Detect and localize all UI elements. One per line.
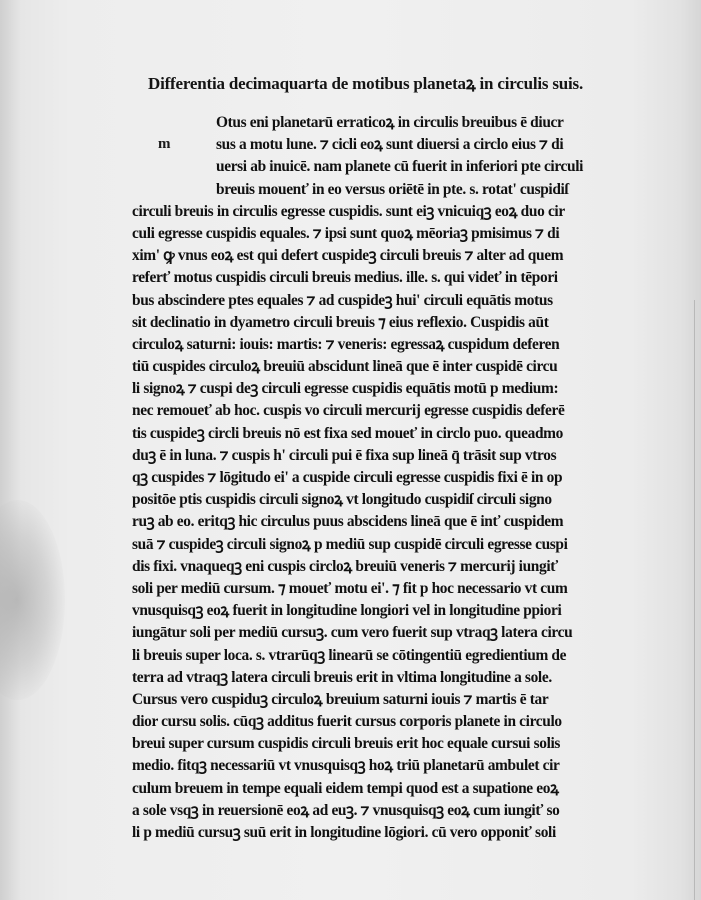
page-stain — [0, 500, 65, 700]
text-line: dior cursu solis. cūqꝫ additus fuerit cursus corporis planete in circulo — [132, 713, 562, 731]
text-line: terra ad vtraqꝫ latera circuli breuis erit in vltima longitudine a sole. — [132, 668, 552, 686]
text-line: medio. fitqꝫ necessariū vt vnusquisqꝫ hoꝝ triū planetarū ambulet cir — [132, 757, 560, 775]
margin-note: m — [158, 136, 171, 152]
text-line: soli per mediū cursum. ⁊ moueť motu ei'. ⁊ fit p hoc necessario vt cum — [132, 579, 568, 597]
text-line: ruꝫ ab eo. eritqꝫ hic circulus puus abscidens lineā que ē inť cuspidem — [132, 513, 564, 531]
page-edge — [694, 300, 695, 900]
text-line: sus a motu lune. ⁊ cicli eoꝝ sunt diuersi a circlo eius ⁊ di — [216, 136, 564, 154]
section-heading: Differentia decimaquarta de motibus planetaꝝ in circulis suis. — [148, 74, 584, 93]
text-line: bus abscindere ptes equales ⁊ ad cuspideꝫ hui' circuli equātis motus — [132, 291, 553, 309]
text-line: circuloꝝ saturni: iouis: martis: ⁊ veneris: egressaꝝ cuspidum deferen — [132, 335, 560, 353]
text-line: xim' ꝙ vnus eoꝝ est qui defert cuspideꝫ circuli breuis ⁊ alter ad quem — [132, 247, 564, 265]
text-line: nec remoueť ab hoc. cuspis vo circuli mercurij egresse cuspidis deferē — [132, 402, 565, 420]
text-line: li signoꝝ ⁊ cuspi deꝫ circuli egresse cuspidis equātis motū p medium: — [132, 380, 559, 398]
text-line: positōe ptis cuspidis circuli signoꝝ vt longitudo cuspidiſ circuli signo — [132, 491, 552, 509]
text-line: qꝫ cuspides ⁊ lōgitudo ei' a cuspide circuli egresse cuspidis fixi ē in op — [132, 469, 563, 486]
text-line: tis cuspideꝫ circli breuis nō est fixa sed moueť in circlo puo. queadmo — [132, 424, 563, 442]
text-line: suā ⁊ cuspideꝫ circuli signoꝝ p mediū sup cuspidē circuli egresse cuspi — [132, 535, 568, 553]
text-line: breui super cursum cuspidis circuli breuis erit hoc equale cursui solis — [132, 735, 561, 753]
text-line: sit declinatio in dyametro circuli breuis ⁊ eius reflexio. Cuspidis aūt — [132, 313, 549, 331]
text-line: Cursus vero cuspiduꝫ circuloꝝ breuium saturni iouis ⁊ martis ē tar — [132, 690, 549, 708]
text-line: culum breuem in tempe equali eidem tempi quod est a supatione eoꝝ — [132, 779, 559, 797]
text-line: a sole vsqꝫ in reuersionē eoꝝ ad euꝫ. ⁊ vnusquisqꝫ eoꝝ cum iungiť so — [132, 801, 560, 819]
text-line: dis fixi. vnaqueqꝫ eni cuspis circloꝝ breuiū veneris ⁊ mercurij iungiť — [132, 557, 558, 575]
body-text — [132, 112, 662, 844]
text-line: duꝫ ē in luna. ⁊ cuspis h' circuli pui ē fixa sup lineā q̄ trāsit sup vtros — [132, 446, 557, 464]
text-line: li p mediū cursuꝫ suū erit in longitudine lōgiori. cū vero opponiť soli — [132, 824, 556, 841]
text-line: Otus eni planetarū erraticoꝝ in circulis breuibus ē diucr — [216, 114, 564, 131]
text-line: tiū cuspides circuloꝝ breuiū abscidunt lineā que ē inter cuspidē circu — [132, 358, 558, 376]
text-line: circuli breuis in circulis egresse cuspidis. sunt eiꝫ vnicuiqꝫ eoꝝ duo cir — [132, 202, 565, 220]
text-line: referť motus cuspidis circuli breuis medius. ille. s. qui videť in tēpori — [132, 269, 558, 287]
text-line: li breuis super loca. s. vtrarūqꝫ linearū se cōtingentiū egredientium de — [132, 646, 567, 664]
text-line: vnusquisqꝫ eoꝝ fuerit in longitudine longiori vel in longitudine ppiori — [132, 602, 562, 620]
text-line: uersi ab inuicē. nam planete cū fuerit in inferiori pte circuli — [216, 158, 584, 176]
text-line: iungātur soli per mediū cursuꝫ. cum vero fuerit sup vtraqꝫ latera circu — [132, 624, 573, 642]
text-line: culi egresse cuspidis equales. ⁊ ipsi sunt quoꝝ mēoriaꝫ pmisimus ⁊ di — [132, 224, 560, 242]
text-line: breuis mouenť in eo versus oriētē in pte. s. rotat' cuspidiſ — [216, 180, 569, 198]
